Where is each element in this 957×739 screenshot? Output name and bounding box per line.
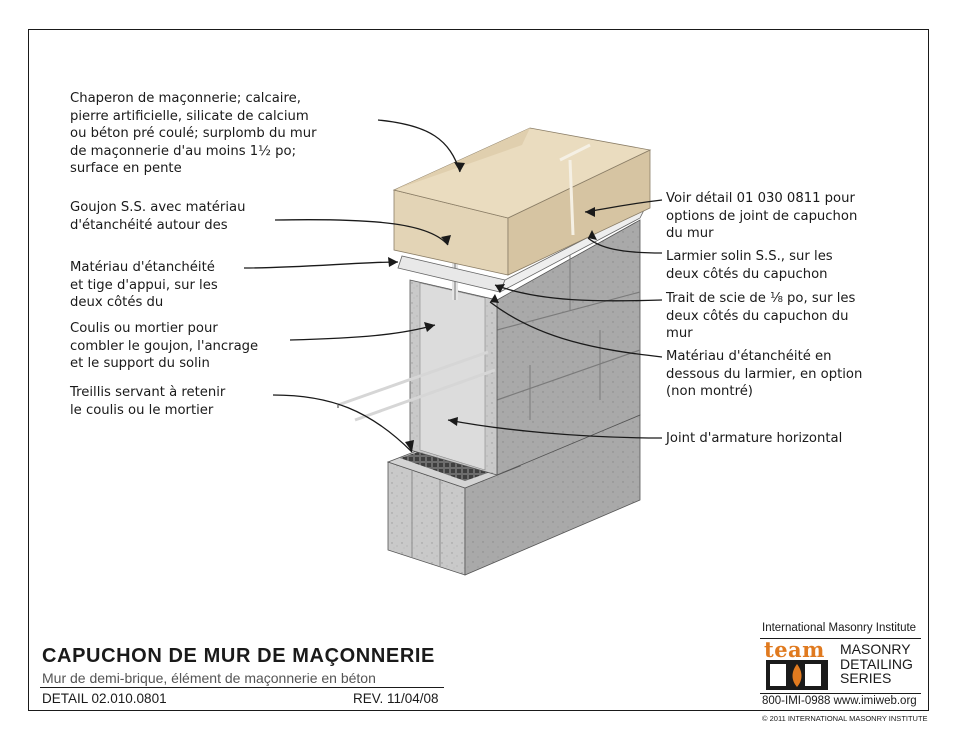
bed-joint-callout: Joint d'armature horizontal bbox=[666, 431, 843, 446]
series-name bbox=[840, 642, 913, 686]
grout-callout: Coulis ou mortier pour combler le goujon, l'ancrage et le support du solin bbox=[70, 321, 259, 371]
sealant-under-callout: Matériau d'étanchéité en dessous du larmier, en option (non montré) bbox=[666, 349, 863, 399]
revision-date: REV. 11/04/08 bbox=[353, 691, 439, 706]
drawing-title: CAPUCHON DE MUR DE MAÇONNERIE bbox=[42, 645, 435, 667]
detail-number: DETAIL 02.010.0801 bbox=[42, 691, 167, 706]
joint-detail-callout: Voir détail 01 030 0811 pour options de joint de capuchon du mur bbox=[666, 191, 858, 241]
series-line-1: MASONRY bbox=[840, 641, 911, 657]
mesh-callout: Treillis servant à retenir le coulis ou le mortier bbox=[70, 385, 226, 418]
title-divider bbox=[40, 687, 444, 688]
drawing-subtitle: Mur de demi-brique, élément de maçonnerie en béton bbox=[42, 670, 376, 686]
copyright-notice: © 2011 INTERNATIONAL MASONRY INSTITUTE bbox=[762, 714, 928, 723]
drip-flashing-callout: Larmier solin S.S., sur les deux côtés du capuchon bbox=[666, 249, 833, 282]
series-line-3: SERIES bbox=[840, 670, 892, 686]
series-line-2: DETAILING bbox=[840, 655, 913, 672]
logo-divider-bottom bbox=[760, 693, 921, 694]
sealant-rod-callout: Matériau d'étanchéité et tige d'appui, sur les deux côtés du bbox=[70, 260, 218, 310]
contact-info: 800-IMI-0988 www.imiweb.org bbox=[762, 695, 917, 707]
coping-callout: Chaperon de maçonnerie; calcaire, pierre artificielle, silicate de calcium ou béton pré coulé; surplomb du mur de maçonnerie d'au moins 1½ po; surface en pente bbox=[70, 91, 317, 176]
institute-name: International Masonry Institute bbox=[762, 622, 917, 634]
imi-logo-mark bbox=[766, 660, 828, 690]
team-wordmark: team bbox=[764, 637, 825, 662]
saw-cut-callout: Trait de scie de ⅛ po, sur les deux côtés du capuchon du mur bbox=[666, 291, 856, 341]
dowel-callout: Goujon S.S. avec matériau d'étanchéité autour des bbox=[70, 200, 246, 233]
